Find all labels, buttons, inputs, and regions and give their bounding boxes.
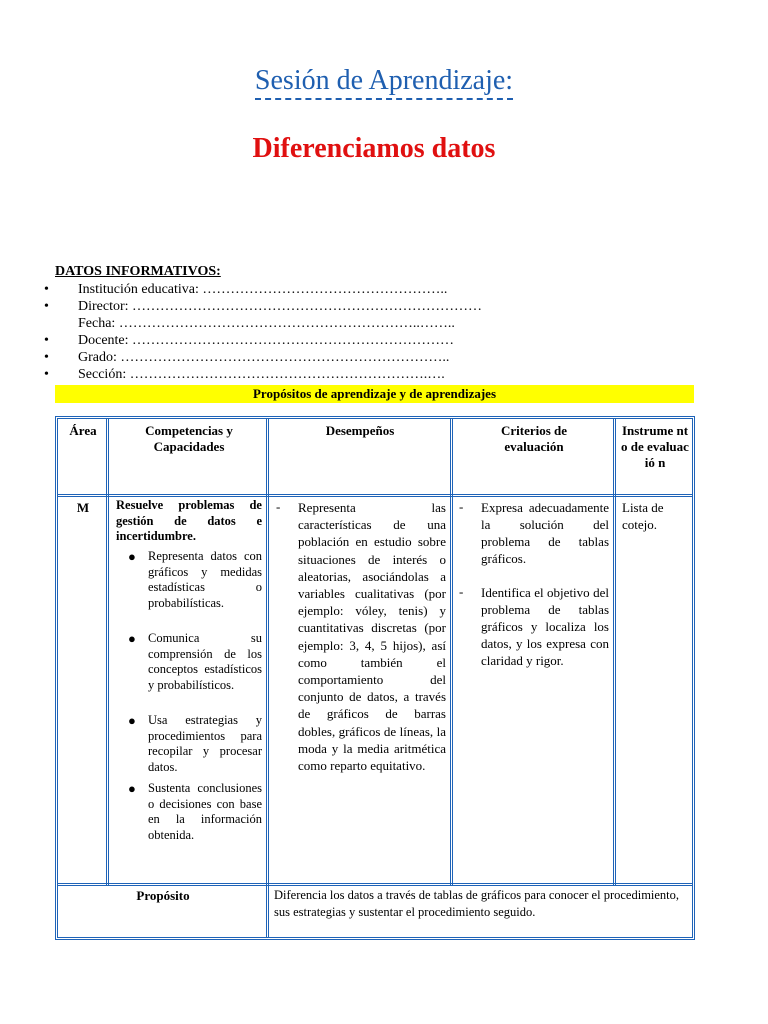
info-item-director: • Director: ………………………………………………………………… [44,299,483,314]
criterio-item: Identifica el objetivo del problema de tablas gráficos y localiza los datos, y los expresa con claridad y rigor. [481,585,609,668]
bullet-icon: • [44,299,49,314]
header-area: Área [69,423,97,438]
bullet-icon: ● [128,549,136,564]
table-divider [58,494,692,497]
dash-icon: - [459,584,464,599]
info-item-docente: • Docente: …………………………………………………………… [44,333,455,348]
purposes-banner: Propósitos de aprendizaje y de aprendizajes [55,385,694,403]
header-competencias: Competencias y Capacidades [145,423,233,454]
info-list [40,281,510,383]
capacidad-item: Usa estrategias y procedimientos para recopilar y procesar datos. [148,713,262,774]
area-value: M [76,500,90,515]
table-divider [106,419,109,885]
header-instrumento: Instrume nto de evaluació n [621,423,689,470]
bullet-icon: ● [128,713,136,728]
criterio-item: Expresa adecuadamente la solución del problema de tablas gráficos. [481,500,609,566]
info-item-seccion: • Sección: ……………………………………………………….…. [44,367,445,382]
bullet-icon: • [44,333,49,348]
info-item-grado: • Grado: …………………………………………………………….. [44,350,450,365]
proposito-label: Propósito [136,888,190,903]
capacidad-item: Representa datos con gráficos y medidas estadísticas o probabilísticas. [148,549,262,610]
table-divider [58,883,692,886]
capacidad-item: Sustenta conclusiones o decisiones con base en la información obtenida. [148,781,262,842]
bullet-icon: • [44,350,49,365]
table-divider [450,419,453,885]
info-item-institucion: • Institución educativa: …………………………………………….. [44,282,448,297]
info-item-fecha: Fecha: ………………………………………………………..…….. [78,316,455,331]
lesson-subtitle: Diferenciamos datos [252,133,496,164]
bullet-icon: ● [128,781,136,796]
header-desempenos: Desempeños [325,423,395,438]
instrumento-value: Lista de cotejo. [622,500,664,532]
info-heading: DATOS INFORMATIVOS: [55,264,221,279]
proposito-text: Diferencia los datos a través de tablas de gráficos para conocer el procedimiento, sus estrategias y sustentar el procedimiento seguido. [274,888,680,919]
competencia-title: Resuelve problemas de gestión de datos e incertidumbre. [116,498,262,543]
table-divider [613,419,616,885]
header-criterios: Criterios de evaluación [500,423,568,454]
session-title: Sesión de Aprendizaje: [0,64,768,98]
capacidad-item: Comunica su comprensión de los conceptos estadísticos y probabilísticos. [148,631,262,692]
dash-icon: - [276,499,281,514]
desempeno-text: Representa las características de una población en estudio sobre situaciones de interés o aleatorias, asociándolas a variables cualitativas (por ejemplo: vóley, tenis) y cuantitativas discretas (por ejemplo: 3, 4, 5 hijos), así como también el comportamiento del conjunto de datos, a través de gráficos de barras dobles, gráficos de líneas, la moda y la media aritmética como reparto equitativo. [298,500,446,774]
bullet-icon: • [44,367,49,382]
bullet-icon: ● [128,631,136,646]
dash-icon: - [459,499,464,514]
bullet-icon: • [44,282,49,297]
